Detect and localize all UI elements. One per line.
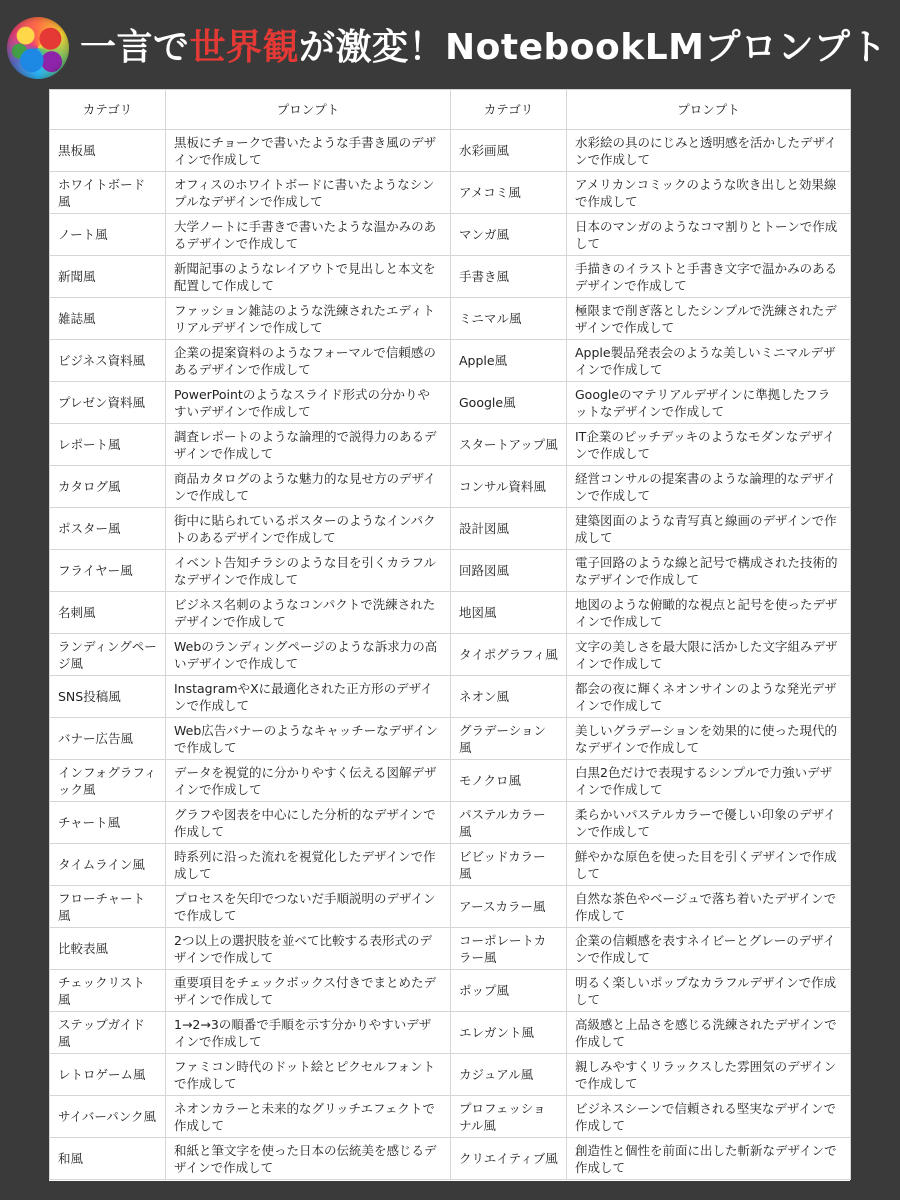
category-right-cell: カジュアル風 [451, 1054, 567, 1096]
table-body [50, 130, 851, 1180]
prompt-left-cell: 和紙と筆文字を使った日本の伝統美を感じるデザインで作成して [166, 1138, 451, 1180]
category-left-cell: プレゼン資料風 [50, 382, 166, 424]
prompt-left-cell: グラフや図表を中心にした分析的なデザインで作成して [166, 802, 451, 844]
category-left-cell: インフォグラフィック風 [50, 760, 166, 802]
table-row [50, 172, 851, 214]
table-row [50, 676, 851, 718]
prompt-left-cell: 企業の提案資料のようなフォーマルで信頼感のあるデザインで作成して [166, 340, 451, 382]
category-left-cell: ホワイトボード風 [50, 172, 166, 214]
category-left-cell: レトロゲーム風 [50, 1054, 166, 1096]
category-left-cell: 名刺風 [50, 592, 166, 634]
prompt-right-cell: 経営コンサルの提案書のような論理的なデザインで作成して [567, 466, 851, 508]
prompt-right-cell: 日本のマンガのようなコマ割りとトーンで作成して [567, 214, 851, 256]
prompt-right-cell: 自然な茶色やベージュで落ち着いたデザインで作成して [567, 886, 851, 928]
table-row [50, 256, 851, 298]
category-left-cell: ノート風 [50, 214, 166, 256]
prompt-left-cell: 街中に貼られているポスターのようなインパクトのあるデザインで作成して [166, 508, 451, 550]
table-row [50, 1054, 851, 1096]
prompt-left-cell: ネオンカラーと未来的なグリッチエフェクトで作成して [166, 1096, 451, 1138]
prompt-right-cell: 白黒2色だけで表現するシンプルで力強いデザインで作成して [567, 760, 851, 802]
category-left-cell: サイバーパンク風 [50, 1096, 166, 1138]
prompt-left-cell: オフィスのホワイトボードに書いたようなシンプルなデザインで作成して [166, 172, 451, 214]
prompt-left-cell: イベント告知チラシのような目を引くカラフルなデザインで作成して [166, 550, 451, 592]
prompt-right-cell: アメリカンコミックのような吹き出しと効果線で作成して [567, 172, 851, 214]
prompt-right-cell: IT企業のピッチデッキのようなモダンなデザインで作成して [567, 424, 851, 466]
category-left-cell: ステップガイド風 [50, 1012, 166, 1054]
category-right-cell: ビビッドカラー風 [451, 844, 567, 886]
category-right-cell: 手書き風 [451, 256, 567, 298]
table-row [50, 802, 851, 844]
table-row [50, 1096, 851, 1138]
table-row [50, 970, 851, 1012]
table-row [50, 886, 851, 928]
prompt-table [49, 89, 851, 1180]
prompt-right-cell: 極限まで削ぎ落としたシンプルで洗練されたデザインで作成して [567, 298, 851, 340]
category-right-cell: 水彩画風 [451, 130, 567, 172]
title-highlight: 世界観 [189, 27, 300, 68]
title-part-3: が激変！NotebookLMプロンプト [299, 27, 887, 68]
category-left-cell: バナー広告風 [50, 718, 166, 760]
table-row [50, 340, 851, 382]
page-title [80, 24, 887, 72]
category-right-cell: クリエイティブ風 [451, 1138, 567, 1180]
prompt-table-container [49, 89, 850, 1181]
prompt-right-cell: 都会の夜に輝くネオンサインのような発光デザインで作成して [567, 676, 851, 718]
prompt-left-cell: 新聞記事のようなレイアウトで見出しと本文を配置して作成して [166, 256, 451, 298]
table-row [50, 298, 851, 340]
category-left-cell: SNS投稿風 [50, 676, 166, 718]
prompt-right-cell: 企業の信頼感を表すネイビーとグレーのデザインで作成して [567, 928, 851, 970]
table-row [50, 424, 851, 466]
category-right-cell: スタートアップ風 [451, 424, 567, 466]
category-left-cell: 和風 [50, 1138, 166, 1180]
category-right-cell: グラデーション風 [451, 718, 567, 760]
category-right-cell: Google風 [451, 382, 567, 424]
prompt-left-cell: 2つ以上の選択肢を並べて比較する表形式のデザインで作成して [166, 928, 451, 970]
category-right-cell: マンガ風 [451, 214, 567, 256]
category-right-cell: ポップ風 [451, 970, 567, 1012]
table-row [50, 130, 851, 172]
category-right-cell: コーポレートカラー風 [451, 928, 567, 970]
table-header-row [50, 90, 851, 130]
category-left-cell: チャート風 [50, 802, 166, 844]
prompt-right-cell: 手描きのイラストと手書き文字で温かみのあるデザインで作成して [567, 256, 851, 298]
header-category-left: カテゴリ [50, 90, 166, 130]
table-row [50, 1012, 851, 1054]
category-right-cell: タイポグラフィ風 [451, 634, 567, 676]
category-right-cell: プロフェッショナル風 [451, 1096, 567, 1138]
prompt-right-cell: 美しいグラデーションを効果的に使った現代的なデザインで作成して [567, 718, 851, 760]
prompt-left-cell: プロセスを矢印でつないだ手順説明のデザインで作成して [166, 886, 451, 928]
category-right-cell: Apple風 [451, 340, 567, 382]
prompt-right-cell: 水彩絵の具のにじみと透明感を活かしたデザインで作成して [567, 130, 851, 172]
category-right-cell: アースカラー風 [451, 886, 567, 928]
prompt-left-cell: 時系列に沿った流れを視覚化したデザインで作成して [166, 844, 451, 886]
prompt-left-cell: ビジネス名刺のようなコンパクトで洗練されたデザインで作成して [166, 592, 451, 634]
prompt-left-cell: データを視覚的に分かりやすく伝える図解デザインで作成して [166, 760, 451, 802]
prompt-right-cell: Googleのマテリアルデザインに準拠したフラットなデザインで作成して [567, 382, 851, 424]
prompt-left-cell: 1→2→3の順番で手順を示す分かりやすいデザインで作成して [166, 1012, 451, 1054]
table-row [50, 466, 851, 508]
category-left-cell: ビジネス資料風 [50, 340, 166, 382]
prompt-left-cell: 大学ノートに手書きで書いたような温かみのあるデザインで作成して [166, 214, 451, 256]
category-right-cell: 地図風 [451, 592, 567, 634]
prompt-right-cell: 明るく楽しいポップなカラフルデザインで作成して [567, 970, 851, 1012]
prompt-left-cell: Webのランディングページのような訴求力の高いデザインで作成して [166, 634, 451, 676]
prompt-right-cell: 地図のような俯瞰的な視点と記号を使ったデザインで作成して [567, 592, 851, 634]
prompt-right-cell: 創造性と個性を前面に出した斬新なデザインで作成して [567, 1138, 851, 1180]
table-row [50, 382, 851, 424]
prompt-left-cell: 重要項目をチェックボックス付きでまとめたデザインで作成して [166, 970, 451, 1012]
category-left-cell: チェックリスト風 [50, 970, 166, 1012]
header-category-right: カテゴリ [451, 90, 567, 130]
category-right-cell: アメコミ風 [451, 172, 567, 214]
prompt-left-cell: 商品カタログのような魅力的な見せ方のデザインで作成して [166, 466, 451, 508]
category-left-cell: カタログ風 [50, 466, 166, 508]
prompt-right-cell: Apple製品発表会のような美しいミニマルデザインで作成して [567, 340, 851, 382]
category-left-cell: フライヤー風 [50, 550, 166, 592]
category-left-cell: 雑誌風 [50, 298, 166, 340]
category-right-cell: ミニマル風 [451, 298, 567, 340]
prompt-left-cell: ファミコン時代のドット絵とピクセルフォントで作成して [166, 1054, 451, 1096]
table-row [50, 928, 851, 970]
prompt-right-cell: 親しみやすくリラックスした雰囲気のデザインで作成して [567, 1054, 851, 1096]
page-header [0, 0, 900, 90]
globe-logo-icon [7, 17, 69, 79]
category-left-cell: タイムライン風 [50, 844, 166, 886]
prompt-right-cell: 文字の美しさを最大限に活かした文字組みデザインで作成して [567, 634, 851, 676]
prompt-right-cell: 鮮やかな原色を使った目を引くデザインで作成して [567, 844, 851, 886]
category-left-cell: フローチャート風 [50, 886, 166, 928]
table-row [50, 760, 851, 802]
prompt-left-cell: 調査レポートのような論理的で説得力のあるデザインで作成して [166, 424, 451, 466]
category-right-cell: 設計図風 [451, 508, 567, 550]
category-right-cell: 回路図風 [451, 550, 567, 592]
prompt-right-cell: 高級感と上品さを感じる洗練されたデザインで作成して [567, 1012, 851, 1054]
category-right-cell: コンサル資料風 [451, 466, 567, 508]
prompt-right-cell: 柔らかいパステルカラーで優しい印象のデザインで作成して [567, 802, 851, 844]
table-row [50, 550, 851, 592]
table-row [50, 634, 851, 676]
table-row [50, 844, 851, 886]
category-left-cell: 比較表風 [50, 928, 166, 970]
category-left-cell: ポスター風 [50, 508, 166, 550]
prompt-right-cell: ビジネスシーンで信頼される堅実なデザインで作成して [567, 1096, 851, 1138]
header-prompt-right: プロンプト [567, 90, 851, 130]
category-left-cell: ランディングページ風 [50, 634, 166, 676]
prompt-left-cell: InstagramやXに最適化された正方形のデザインで作成して [166, 676, 451, 718]
prompt-left-cell: 黒板にチョークで書いたような手書き風のデザインで作成して [166, 130, 451, 172]
table-row [50, 508, 851, 550]
category-right-cell: エレガント風 [451, 1012, 567, 1054]
table-row [50, 1138, 851, 1180]
table-row [50, 718, 851, 760]
category-left-cell: 新聞風 [50, 256, 166, 298]
table-row [50, 592, 851, 634]
prompt-left-cell: PowerPointのようなスライド形式の分かりやすいデザインで作成して [166, 382, 451, 424]
category-right-cell: モノクロ風 [451, 760, 567, 802]
prompt-right-cell: 建築図面のような青写真と線画のデザインで作成して [567, 508, 851, 550]
category-right-cell: パステルカラー風 [451, 802, 567, 844]
header-prompt-left: プロンプト [166, 90, 451, 130]
category-right-cell: ネオン風 [451, 676, 567, 718]
prompt-right-cell: 電子回路のような線と記号で構成された技術的なデザインで作成して [567, 550, 851, 592]
prompt-left-cell: Web広告バナーのようなキャッチーなデザインで作成して [166, 718, 451, 760]
category-left-cell: レポート風 [50, 424, 166, 466]
prompt-left-cell: ファッション雑誌のような洗練されたエディトリアルデザインで作成して [166, 298, 451, 340]
table-row [50, 214, 851, 256]
title-part-1: 一言で [80, 27, 190, 68]
category-left-cell: 黒板風 [50, 130, 166, 172]
